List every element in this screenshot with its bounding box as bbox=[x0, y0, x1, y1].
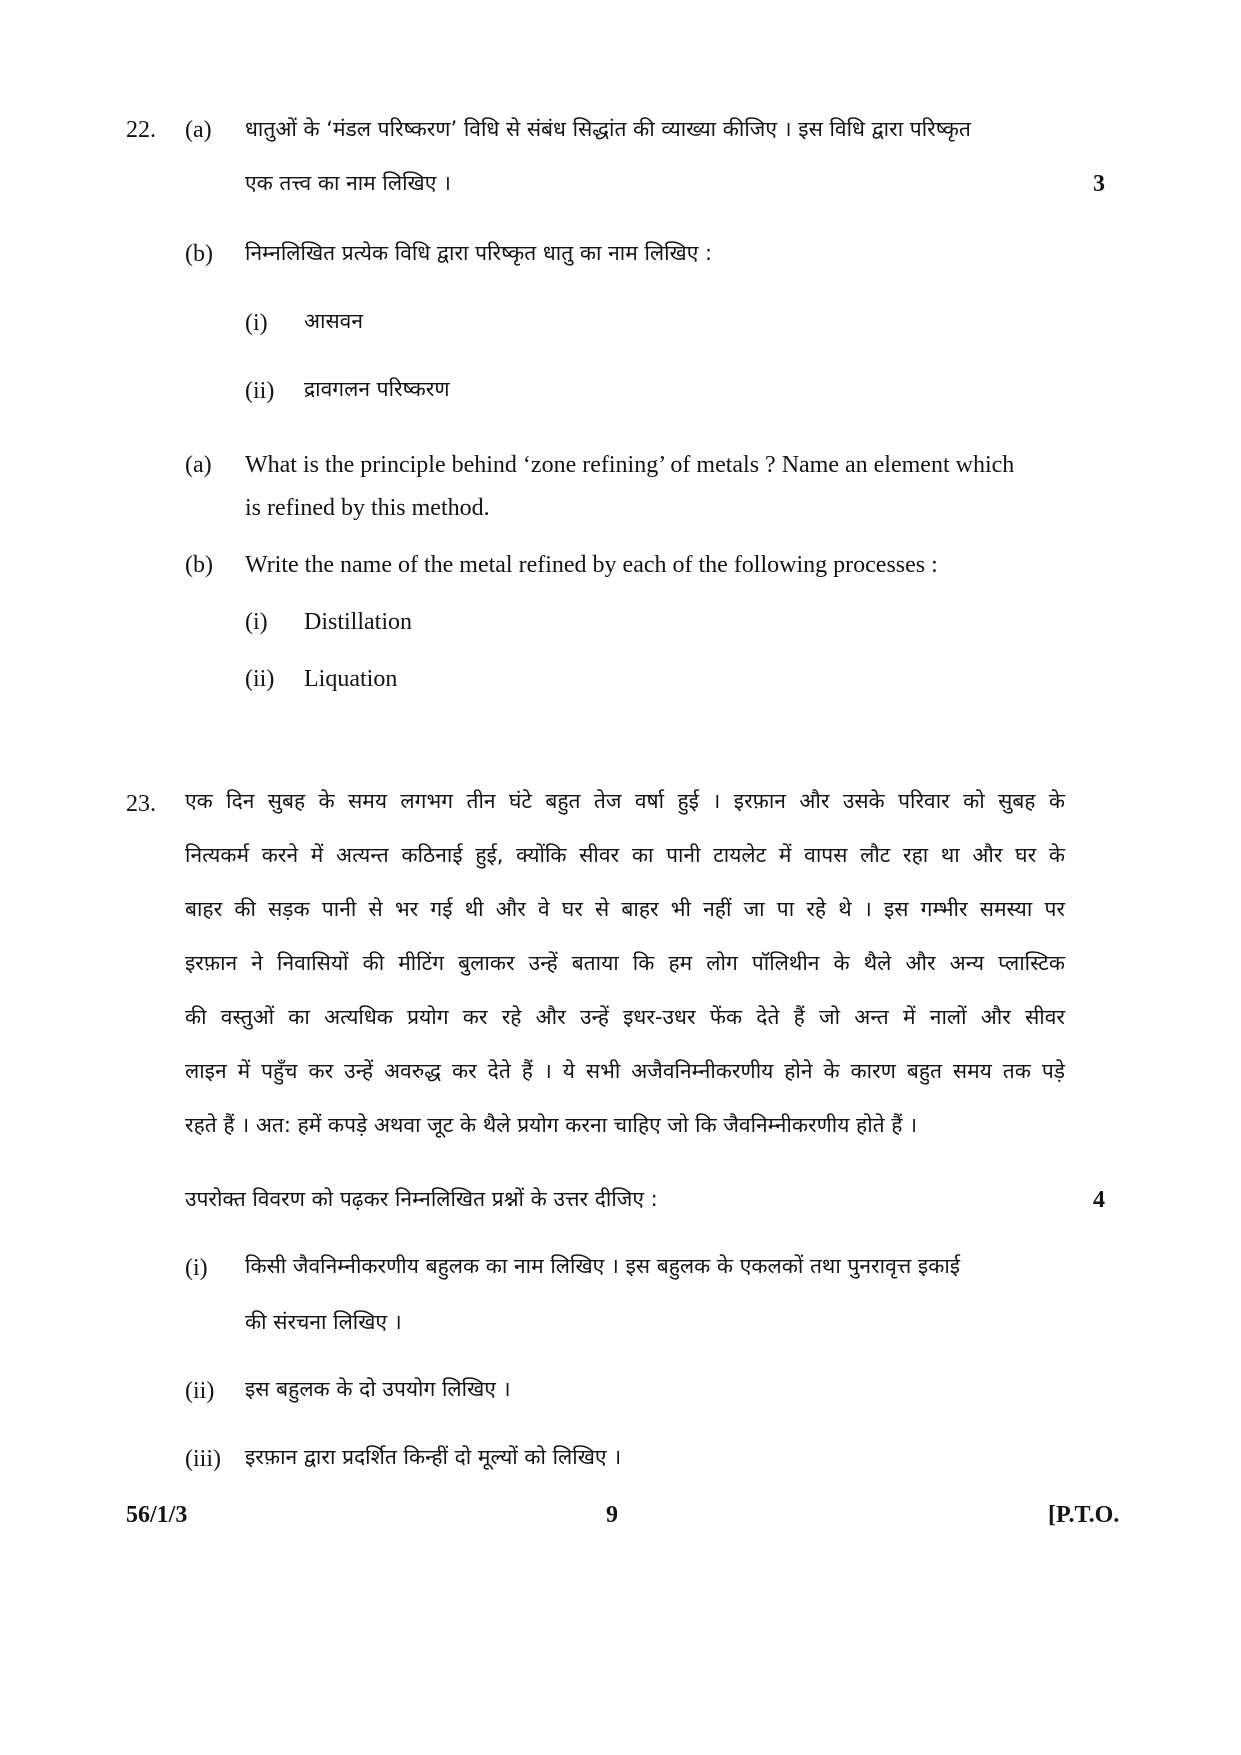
paragraph-line: बाहर की सड़क पानी से भर गई थी और वे घर से बाहर भी नहीं जा पा रहे थे । इस गम्भीर समस्या पर bbox=[185, 897, 1065, 921]
question-number: 23. bbox=[126, 791, 156, 817]
page-number: 9 bbox=[606, 1502, 618, 1528]
pto-label: [P.T.O. bbox=[1048, 1502, 1120, 1528]
paragraph-line: की वस्तुओं का अत्यधिक प्रयोग कर रहे और उन्हें इधर-उधर फेंक देते हैं जो अन्त में नालों और सीवर bbox=[185, 1005, 1065, 1029]
sub-item-label: (ii) bbox=[245, 666, 275, 692]
question-text-line: is refined by this method. bbox=[245, 495, 490, 521]
sub-item-text: इस बहुलक के दो उपयोग लिखिए । bbox=[245, 1377, 511, 1401]
sub-item-label: (i) bbox=[245, 609, 268, 635]
part-label: (a) bbox=[185, 452, 212, 478]
sub-item-text: द्रावगलन परिष्करण bbox=[304, 377, 450, 401]
marks: 4 bbox=[1093, 1187, 1105, 1213]
paragraph-line: इरफ़ान ने निवासियों की मीटिंग बुलाकर उन्हें बताया कि हम लोग पॉलिथीन के थैले और अन्य प्लास्टिक bbox=[185, 951, 1065, 975]
sub-item-label: (ii) bbox=[245, 378, 275, 404]
instruction-text: उपरोक्त विवरण को पढ़कर निम्नलिखित प्रश्नों के उत्तर दीजिए : bbox=[185, 1187, 658, 1211]
sub-item-text: Distillation bbox=[304, 609, 412, 635]
sub-item-text: आसवन bbox=[304, 309, 363, 333]
sub-item-label: (ii) bbox=[185, 1378, 215, 1404]
sub-item-label: (iii) bbox=[185, 1446, 221, 1472]
paragraph-line: नित्यकर्म करने में अत्यन्त कठिनाई हुई, क्योंकि सीवर का पानी टायलेट में वापस लौट रहा था और घर के bbox=[185, 843, 1065, 867]
paragraph-line: रहते हैं । अत: हमें कपड़े अथवा जूट के थैले प्रयोग करना चाहिए जो कि जैवनिम्नीकरणीय होते हैं । bbox=[185, 1113, 918, 1137]
question-text-line: निम्नलिखित प्रत्येक विधि द्वारा परिष्कृत धातु का नाम लिखिए : bbox=[245, 241, 713, 265]
sub-item-label: (i) bbox=[185, 1255, 208, 1281]
part-label: (b) bbox=[185, 552, 213, 578]
question-text-line: एक तत्त्व का नाम लिखिए । bbox=[245, 171, 451, 195]
paragraph-line: लाइन में पहुँच कर उन्हें अवरुद्ध कर देते हैं । ये सभी अजैवनिम्नीकरणीय होने के कारण बहुत समय तक पड़े bbox=[185, 1059, 1065, 1083]
question-text-line: धातुओं के ‘मंडल परिष्करण’ विधि से संबंध सिद्धांत की व्याख्या कीजिए । इस विधि द्वारा परिष्कृत bbox=[245, 117, 971, 141]
sub-item-text: इरफ़ान द्वारा प्रदर्शित किन्हीं दो मूल्यों को लिखिए । bbox=[245, 1445, 622, 1469]
sub-item-text: Liquation bbox=[304, 666, 398, 692]
sub-item-label: (i) bbox=[245, 310, 268, 336]
marks: 3 bbox=[1093, 171, 1105, 197]
part-label: (b) bbox=[185, 241, 213, 267]
paragraph-line: एक दिन सुबह के समय लगभग तीन घंटे बहुत तेज वर्षा हुई । इरफ़ान और उसके परिवार को सुबह के bbox=[185, 789, 1065, 813]
question-text-line: Write the name of the metal refined by each of the following processes : bbox=[245, 552, 938, 578]
question-text-line: What is the principle behind ‘zone refining’ of metals ? Name an element which bbox=[245, 452, 1015, 478]
paper-code: 56/1/3 bbox=[126, 1502, 188, 1528]
sub-item-text: किसी जैवनिम्नीकरणीय बहुलक का नाम लिखिए । इस बहुलक के एकलकों तथा पुनरावृत्त इकाई bbox=[245, 1254, 961, 1278]
question-number: 22. bbox=[126, 117, 156, 143]
sub-item-text: की संरचना लिखिए । bbox=[245, 1310, 402, 1334]
part-label: (a) bbox=[185, 117, 212, 143]
